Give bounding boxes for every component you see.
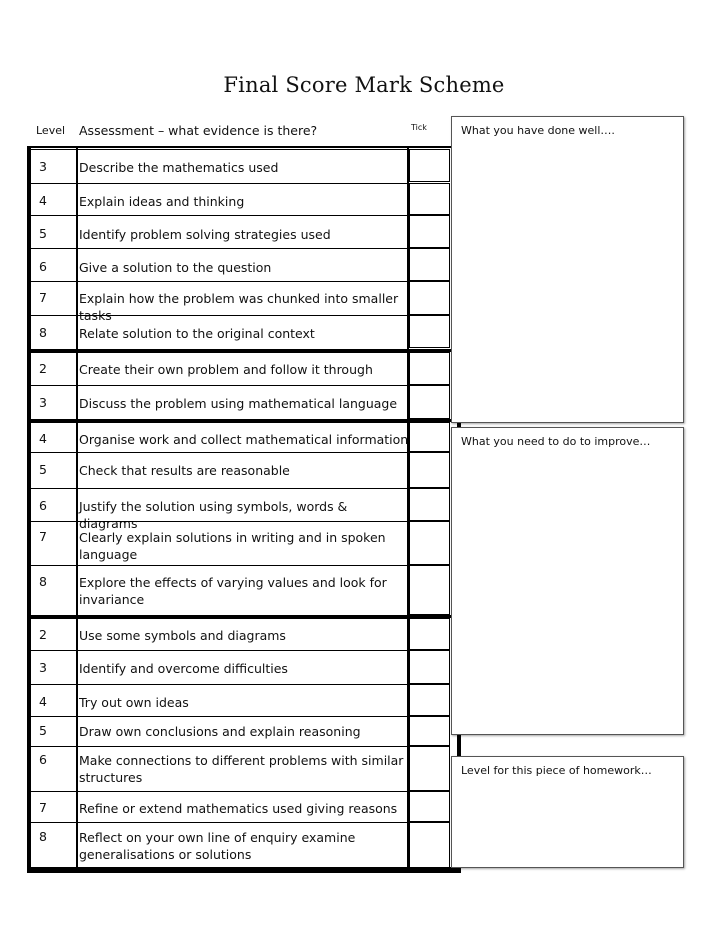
row-assessment: Explain ideas and thinking xyxy=(79,194,245,209)
row-level: 8 xyxy=(39,325,47,340)
row-assessment: Check that results are reasonable xyxy=(79,463,290,478)
tick-cell[interactable] xyxy=(409,791,450,822)
row-assessment: Use some symbols and diagrams xyxy=(79,628,286,643)
improve-box[interactable] xyxy=(451,427,684,735)
row-level: 6 xyxy=(39,752,47,767)
tick-cell[interactable] xyxy=(409,650,450,684)
row-level: 4 xyxy=(39,431,47,446)
done-well-box[interactable] xyxy=(451,116,684,423)
tick-cell[interactable] xyxy=(409,684,450,716)
row-assessment: Justify the solution using symbols, words & diagrams xyxy=(79,499,348,531)
header-tick: Tick xyxy=(411,123,427,132)
row-level: 5 xyxy=(39,723,47,738)
table-row xyxy=(30,422,409,452)
table-row xyxy=(30,488,409,531)
row-assessment: Explain how the problem was chunked into smaller tasks xyxy=(79,291,399,323)
table-row xyxy=(30,281,409,323)
table-row xyxy=(30,452,409,488)
row-assessment: Describe the mathematics used xyxy=(79,160,279,175)
row-level: 8 xyxy=(39,574,47,589)
tick-cell[interactable] xyxy=(409,215,450,248)
table-bottom-border xyxy=(27,867,461,873)
table-row xyxy=(30,352,409,385)
row-level: 2 xyxy=(39,627,47,642)
tick-cell[interactable] xyxy=(409,521,450,565)
tick-cell[interactable] xyxy=(409,565,450,615)
section-separator xyxy=(27,419,461,422)
row-level: 6 xyxy=(39,259,47,274)
row-assessment: Make connections to different problems with similar structures xyxy=(79,753,404,785)
row-level: 7 xyxy=(39,800,47,815)
row-level: 7 xyxy=(39,290,47,305)
row-assessment: Identify problem solving strategies used xyxy=(79,227,331,242)
header-assessment: Assessment – what evidence is there? xyxy=(79,123,318,138)
tick-cell[interactable] xyxy=(409,385,450,419)
header-level: Level xyxy=(36,124,66,137)
table-row xyxy=(30,716,409,746)
table-row xyxy=(30,650,409,684)
row-level: 3 xyxy=(39,395,47,410)
table-row xyxy=(30,215,409,248)
tick-cell[interactable] xyxy=(409,422,450,452)
tick-cell[interactable] xyxy=(409,183,450,215)
tick-cell[interactable] xyxy=(409,822,450,868)
row-level: 6 xyxy=(39,498,47,513)
tick-cell[interactable] xyxy=(409,488,450,521)
row-assessment: Discuss the problem using mathematical language xyxy=(79,396,398,411)
row-assessment: Draw own conclusions and explain reasoning xyxy=(79,724,361,739)
row-level: 2 xyxy=(39,361,47,376)
row-assessment: Identify and overcome difficulties xyxy=(79,661,288,676)
row-level: 3 xyxy=(39,159,47,174)
row-assessment: Organise work and collect mathematical information xyxy=(79,432,409,447)
tick-cell[interactable] xyxy=(409,281,450,315)
section-separator xyxy=(27,615,461,618)
table-row xyxy=(30,822,409,868)
page-title: Final Score Mark Scheme xyxy=(223,73,505,97)
row-assessment: Explore the effects of varying values and look for invariance xyxy=(79,575,387,607)
table-row xyxy=(30,248,409,281)
row-level: 5 xyxy=(39,462,47,477)
homework-level-box[interactable] xyxy=(451,756,684,868)
table-row xyxy=(30,521,409,565)
row-level: 4 xyxy=(39,694,47,709)
homework-level-label: Level for this piece of homework… xyxy=(461,764,652,777)
table-row xyxy=(30,315,409,348)
done-well-label: What you have done well…. xyxy=(461,124,615,137)
table-row xyxy=(30,149,409,182)
row-level: 5 xyxy=(39,226,47,241)
tick-cell[interactable] xyxy=(409,248,450,281)
tick-cell[interactable] xyxy=(409,352,450,385)
table-top-border xyxy=(27,146,459,148)
tick-cell[interactable] xyxy=(409,315,450,348)
row-assessment: Refine or extend mathematics used giving reasons xyxy=(79,801,398,816)
improve-label: What you need to do to improve… xyxy=(461,435,651,448)
table-row xyxy=(30,385,409,419)
row-assessment: Give a solution to the question xyxy=(79,260,272,275)
row-assessment: Clearly explain solutions in writing and in spoken language xyxy=(79,530,386,562)
row-assessment: Reflect on your own line of enquiry examine generalisations or solutions xyxy=(79,830,356,862)
row-level: 7 xyxy=(39,529,47,544)
table-row xyxy=(30,791,409,822)
tick-cell[interactable] xyxy=(409,452,450,488)
table-row xyxy=(30,183,409,215)
tick-cell[interactable] xyxy=(409,716,450,746)
tick-cell[interactable] xyxy=(409,149,450,182)
table-row xyxy=(30,684,409,716)
row-assessment: Create their own problem and follow it through xyxy=(79,362,373,377)
row-assessment: Try out own ideas xyxy=(79,695,189,710)
row-assessment: Relate solution to the original context xyxy=(79,326,315,341)
tick-cell[interactable] xyxy=(409,746,450,791)
tick-cell[interactable] xyxy=(409,618,450,650)
row-level: 3 xyxy=(39,660,47,675)
row-level: 4 xyxy=(39,193,47,208)
table-row xyxy=(30,618,409,650)
table-row xyxy=(30,746,409,791)
section-separator xyxy=(27,349,461,352)
row-level: 8 xyxy=(39,829,47,844)
table-row xyxy=(30,565,409,615)
